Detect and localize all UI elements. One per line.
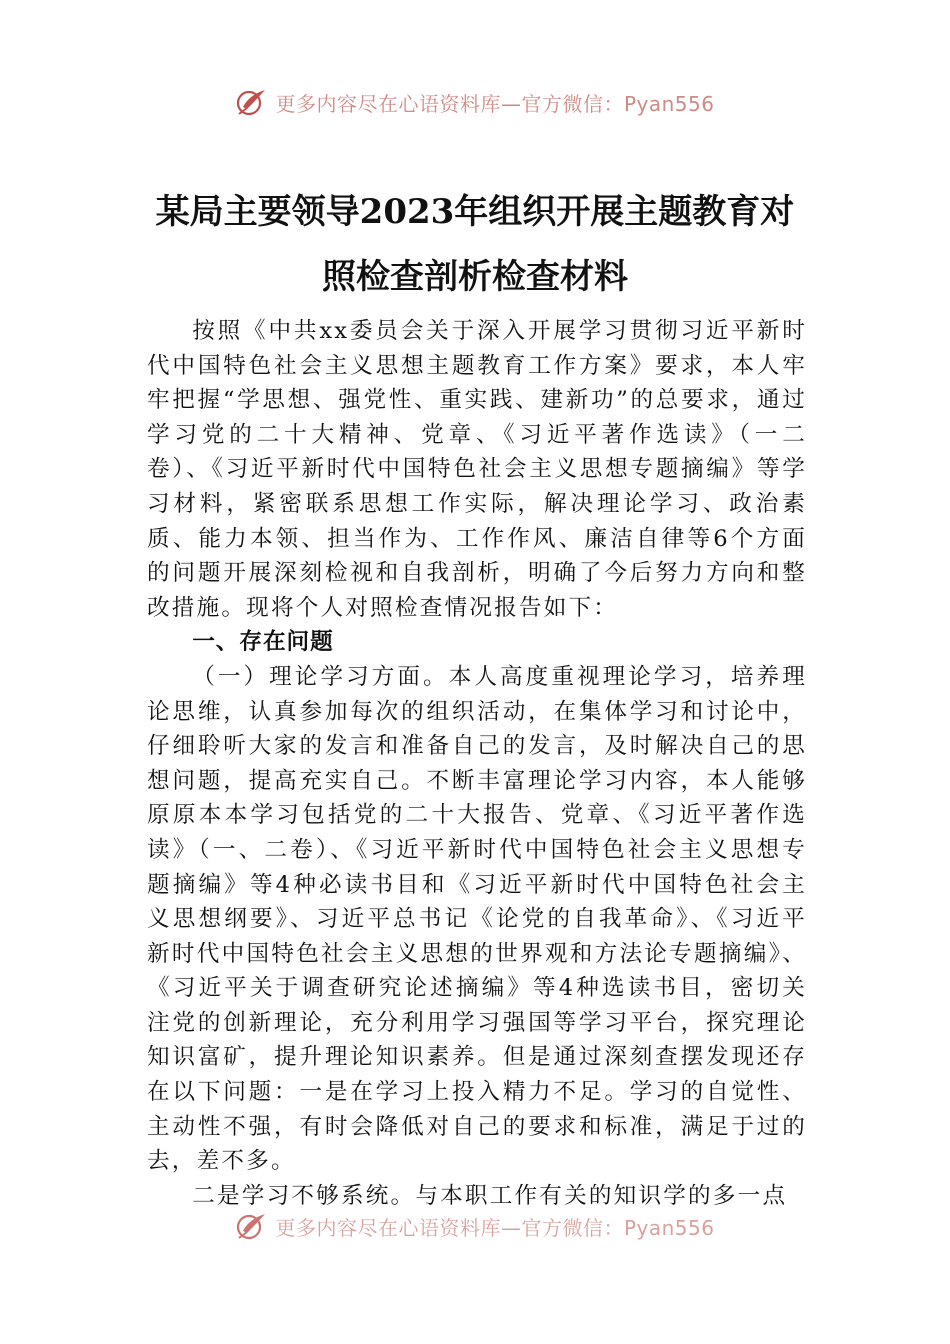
quill-logo-icon xyxy=(235,1211,269,1241)
theory-study-paragraph: （一）理论学习方面。本人高度重视理论学习，培养理论思维，认真参加每次的组织活动，在集体学习和讨论中，仔细聆听大家的发言和准备自己的发言，及时解决自己的思想问题，提高充实自己。不断丰富理论学习内容，本人能够原原本本学习包括党的二十大报告、党章、《习近平著作选读》（一、二卷）、《习近平新时代中国特色社会主义思想专题摘编》等4种必读书目和《习近平新时代中国特色社会主义思想纲要》、习近平总书记《论党的自我革命》、《习近平新时代中国特色社会主义思想的世界观和方法论专题摘编》、《习近平关于调查研究论述摘编》等4种选读书目，密切关注党的创新理论，充分利用学习强国等学习平台，探究理论知识富矿，提升理论知识素养。但是通过深刻查摆发现还存在以下问题：一是在学习上投入精力不足。学习的自觉性、主动性不强，有时会降低对自己的要求和标准，满足于过的去，差不多。 xyxy=(147,663,807,1175)
watermark-text: 更多内容尽在心语资料库—官方微信：Pyan556 xyxy=(275,91,715,116)
watermark-footer xyxy=(0,1206,950,1246)
document-title-line-2: 照检查剖析检查材料 xyxy=(322,257,628,297)
document-body xyxy=(147,314,807,1213)
watermark-text: 更多内容尽在心语资料库—官方微信：Pyan556 xyxy=(275,1215,715,1240)
watermark-header xyxy=(0,82,950,122)
document-title-line-1: 某局主要领导2023年组织开展主题教育对 xyxy=(155,192,795,232)
intro-paragraph: 按照《中共xx委员会关于深入开展学习贯彻习近平新时代中国特色社会主义思想主题教育工作方案》要求，本人牢牢把握“学思想、强党性、重实践、建新功”的总要求，通过学习党的二十大精神、党章、《习近平著作选读》（一二卷）、《习近平新时代中国特色社会主义思想专题摘编》等学习材料，紧密联系思想工作实际，解决理论学习、政治素质、能力本领、担当作为、工作作风、廉洁自律等6个方面的问题开展深刻检视和自我剖析，明确了今后努力方向和整改措施。现将个人对照检查情况报告如下： xyxy=(147,318,807,621)
second-issue-paragraph: 二是学习不够系统。与本职工作有关的知识学的多一点 xyxy=(192,1182,788,1209)
quill-logo-icon xyxy=(235,87,269,117)
section-heading-problems: 一、存在问题 xyxy=(192,629,334,656)
